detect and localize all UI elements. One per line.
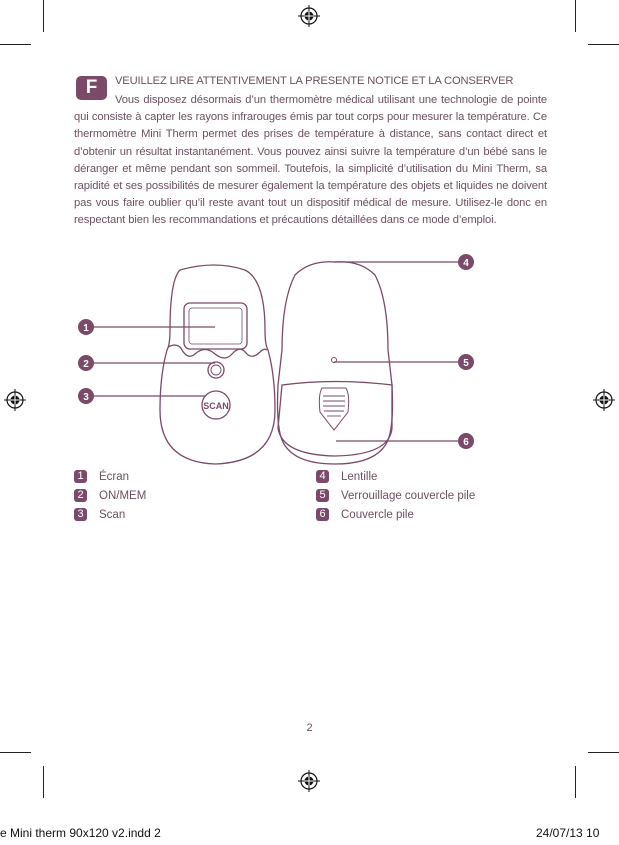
crop-mark: [588, 44, 619, 45]
grille: [319, 388, 348, 430]
front-device-collar: [168, 345, 267, 358]
legend-item: [74, 486, 146, 505]
crop-mark: [0, 752, 31, 753]
legend-number: 6: [316, 508, 329, 521]
callout-4-label: 4: [463, 258, 469, 269]
legend-item: [316, 505, 475, 524]
scan-button-label: SCAN: [203, 401, 229, 411]
notice-heading: VEUILLEZ LIRE ATTENTIVEMENT LA PRESENTE NOTICE ET LA CONSERVER: [115, 75, 514, 87]
legend-label: Couvercle pile: [341, 508, 414, 521]
front-device-body: [160, 265, 275, 464]
thermometer-illustration: [60, 250, 490, 470]
legend-number: 5: [316, 489, 329, 502]
page-number: 2: [306, 722, 313, 734]
callout-2-label: 2: [83, 359, 89, 370]
legend-item: [74, 467, 146, 486]
legend-left: [74, 467, 146, 524]
legend-number: 1: [74, 470, 87, 483]
legend-number: 2: [74, 489, 87, 502]
callout-6-label: 6: [463, 437, 469, 448]
registration-mark-icon: [298, 5, 320, 27]
crop-mark: [0, 44, 31, 45]
callout-3-label: 3: [83, 392, 89, 403]
registration-mark-icon: [298, 770, 320, 792]
legend-label: ON/MEM: [99, 489, 147, 502]
back-device-body: [278, 262, 393, 464]
on-mem-button: [208, 362, 224, 378]
legend-item: [316, 467, 475, 486]
legend-item: [316, 486, 475, 505]
callout-1-label: 1: [83, 323, 89, 334]
crop-mark: [575, 766, 576, 798]
legend-number: 4: [316, 470, 329, 483]
crop-mark: [588, 752, 619, 753]
legend-label: Écran: [99, 470, 130, 483]
crop-mark: [43, 766, 44, 798]
callout-5-label: 5: [463, 358, 469, 369]
screen-display: [184, 303, 247, 349]
legend-item: [74, 505, 146, 524]
legend-label: Verrouillage couvercle pile: [341, 489, 476, 502]
legend-number: 3: [74, 508, 87, 521]
slug-filename: e Mini therm 90x120 v2.indd 2: [0, 826, 161, 840]
registration-mark-icon: [593, 389, 615, 411]
language-badge: F: [76, 76, 107, 100]
legend-label: Lentille: [341, 470, 378, 483]
crop-mark: [575, 0, 576, 32]
intro-paragraph: Vous disposez désormais d’un thermomètre médical utilisant une technologie de pointe qui consiste à capter les rayons infrarouges émis par tout corps pour mesurer la température. Ce thermomètre Mini Therm permet des prises de température à distance, sans contact direct et d’obtenir un résultat instantanément. Vous pouvez ainsi suivre la température d’un bébé sans le déranger et même pendant son sommeil. Toutefois, la simplicité d’utilisation du Mini Therm, sa rapidité et ses possibilités de mesurer également la température des objets et liquides ne doivent pas vous faire oublier qu’il reste avant tout un dispositif médical de mesure. Utilisez-le donc en respectant bien les recommandations et précautions détaillées dans ce mode d’emploi.: [74, 94, 547, 227]
legend-label: Scan: [99, 508, 126, 521]
crop-mark: [43, 0, 44, 32]
registration-mark-icon: [4, 389, 26, 411]
slug-date: 24/07/13 10: [536, 826, 600, 840]
battery-cover: [278, 382, 392, 457]
legend-right: [316, 467, 475, 524]
